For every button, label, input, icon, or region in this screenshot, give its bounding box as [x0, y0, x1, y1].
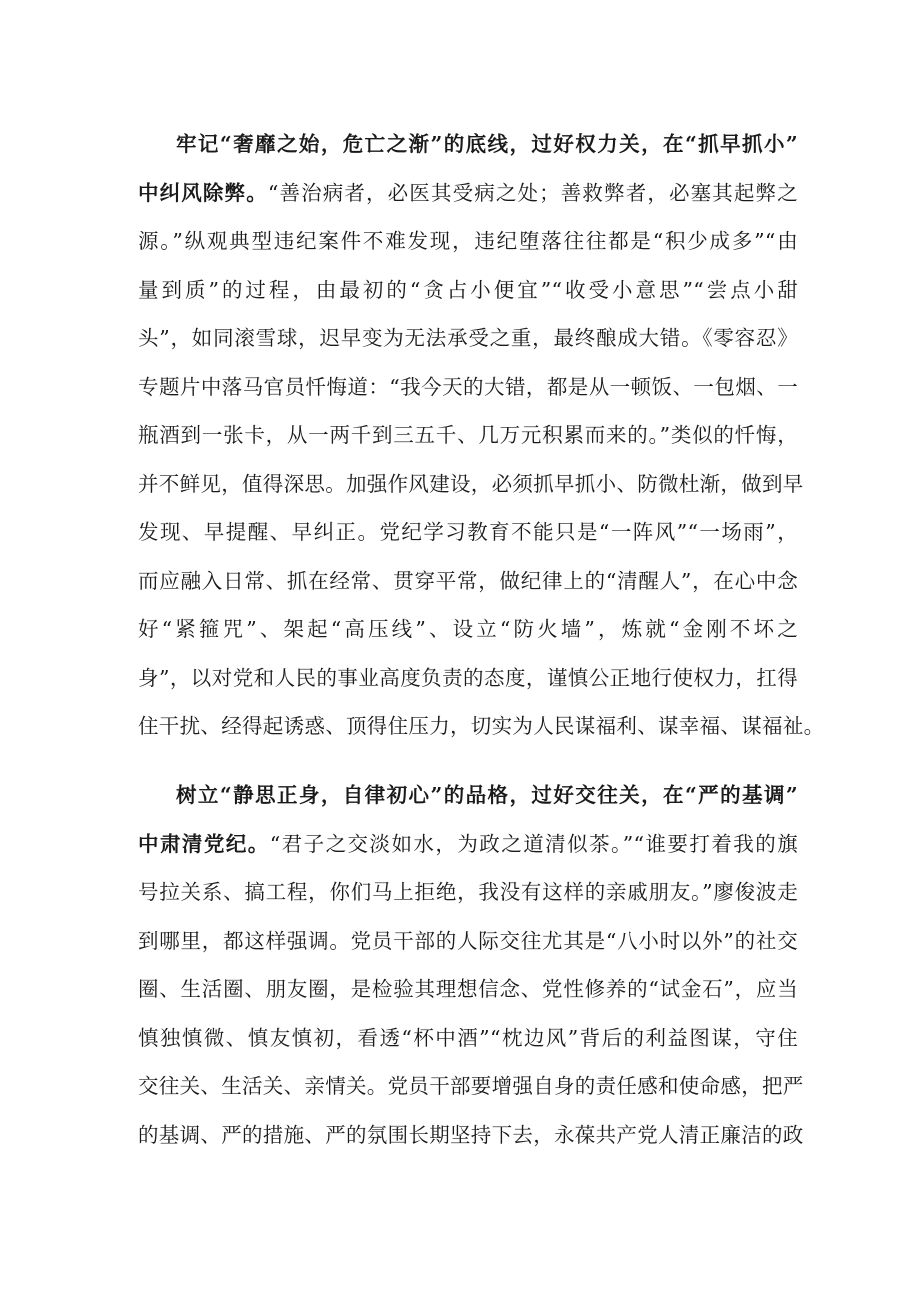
text-line: [138, 706, 825, 755]
text-line: [138, 824, 798, 873]
body-text: 身”，以对党和人民的事业高度负责的态度，谨慎公正地行使权力，扛得: [138, 665, 798, 690]
text-line: [138, 124, 798, 173]
text-line: [138, 173, 798, 222]
text-line: [138, 512, 798, 561]
text-line: [138, 775, 798, 824]
text-line: [138, 367, 798, 416]
text-line: [138, 221, 798, 270]
text-line: [138, 1066, 804, 1115]
text-line: [138, 270, 798, 319]
body-text: 源。”纵观典型违纪案件不难发现，违纪堕落往往都是“积少成多”“由: [138, 229, 798, 253]
body-text: 慎独慎微、慎友慎初，看透“杯中酒”“枕边风”背后的利益图谋，守住: [138, 1025, 798, 1050]
body-text: 专题片中落马官员忏悔道：“我今天的大错，都是从一顿饭、一包烟、一: [138, 374, 798, 399]
body-text: “君子之交淡如水，为政之道清似茶。”“谁要打着我的旗: [269, 831, 798, 856]
text-line: [138, 1018, 798, 1067]
paragraph-power-gate: [138, 124, 825, 755]
body-text: 瓶酒到一张卡，从一两千到三五千、几万元积累而来的。”类似的忏悔，: [138, 423, 798, 447]
bold-heading-text: 树立“静思正身，自律初心”的品格，过好交往关，在“严的基调”: [176, 783, 798, 807]
body-text: 的基调、严的措施、严的氛围长期坚持下去，永葆共产党人清正廉洁的政: [138, 1122, 804, 1147]
body-text: 交往关、生活关、亲情关。党员干部要增强自身的责任感和使命感，把严: [138, 1074, 804, 1098]
text-line: [138, 318, 798, 367]
body-text: 圈、生活圈、朋友圈，是检验其理想信念、党性修养的“试金石”，应当: [138, 977, 798, 1001]
bold-heading-text: 中肃清党纪。: [138, 831, 270, 856]
body-text: 而应融入日常、抓在经常、贯穿平常，做纪律上的“清醒人”，在心中念: [138, 568, 798, 593]
bold-heading-text: 中纠风除弊。: [138, 180, 268, 205]
body-text: 头”，如同滚雪球，迟早变为无法承受之重，最终酿成大错。《零容忍》: [138, 326, 798, 350]
text-line: [138, 921, 798, 970]
body-text: 好“紧箍咒”、架起“高压线”、设立“防火墙”，炼就“金刚不坏之: [138, 617, 798, 641]
body-text: 号拉关系、搞工程，你们马上拒绝，我没有这样的亲戚朋友。”廖俊波走: [138, 880, 798, 904]
body-text: “善治病者，必医其受病之处；善救弊者，必塞其起弊之: [267, 180, 798, 205]
bold-heading-text: 牢记“奢靡之始，危亡之渐”的底线，过好权力关，在“抓早抓小”: [176, 132, 798, 156]
text-line: [138, 464, 804, 513]
text-line: [138, 609, 798, 658]
body-text: 并不鲜见，值得深思。加强作风建设，必须抓早抓小、防微杜渐，做到早: [138, 471, 804, 496]
paragraph-social-gate: [138, 775, 804, 1163]
text-line: [138, 872, 798, 921]
text-line: [138, 1115, 804, 1164]
text-line: [138, 561, 798, 610]
body-text: 到哪里，都这样强调。党员干部的人际交往尤其是“八小时以外”的社交: [138, 928, 798, 953]
body-text: 发现、早提醒、早纠正。党纪学习教育不能只是“一阵风”“一场雨”，: [138, 520, 798, 544]
body-text: 住干扰、经得起诱惑、顶得住压力，切实为人民谋福利、谋幸福、谋福祉。: [138, 714, 825, 738]
text-line: [138, 415, 798, 464]
text-line: [138, 969, 798, 1018]
body-text: 量到质”的过程，由最初的“贪占小便宜”“收受小意思”“尝点小甜: [138, 277, 798, 302]
text-line: [138, 658, 798, 707]
